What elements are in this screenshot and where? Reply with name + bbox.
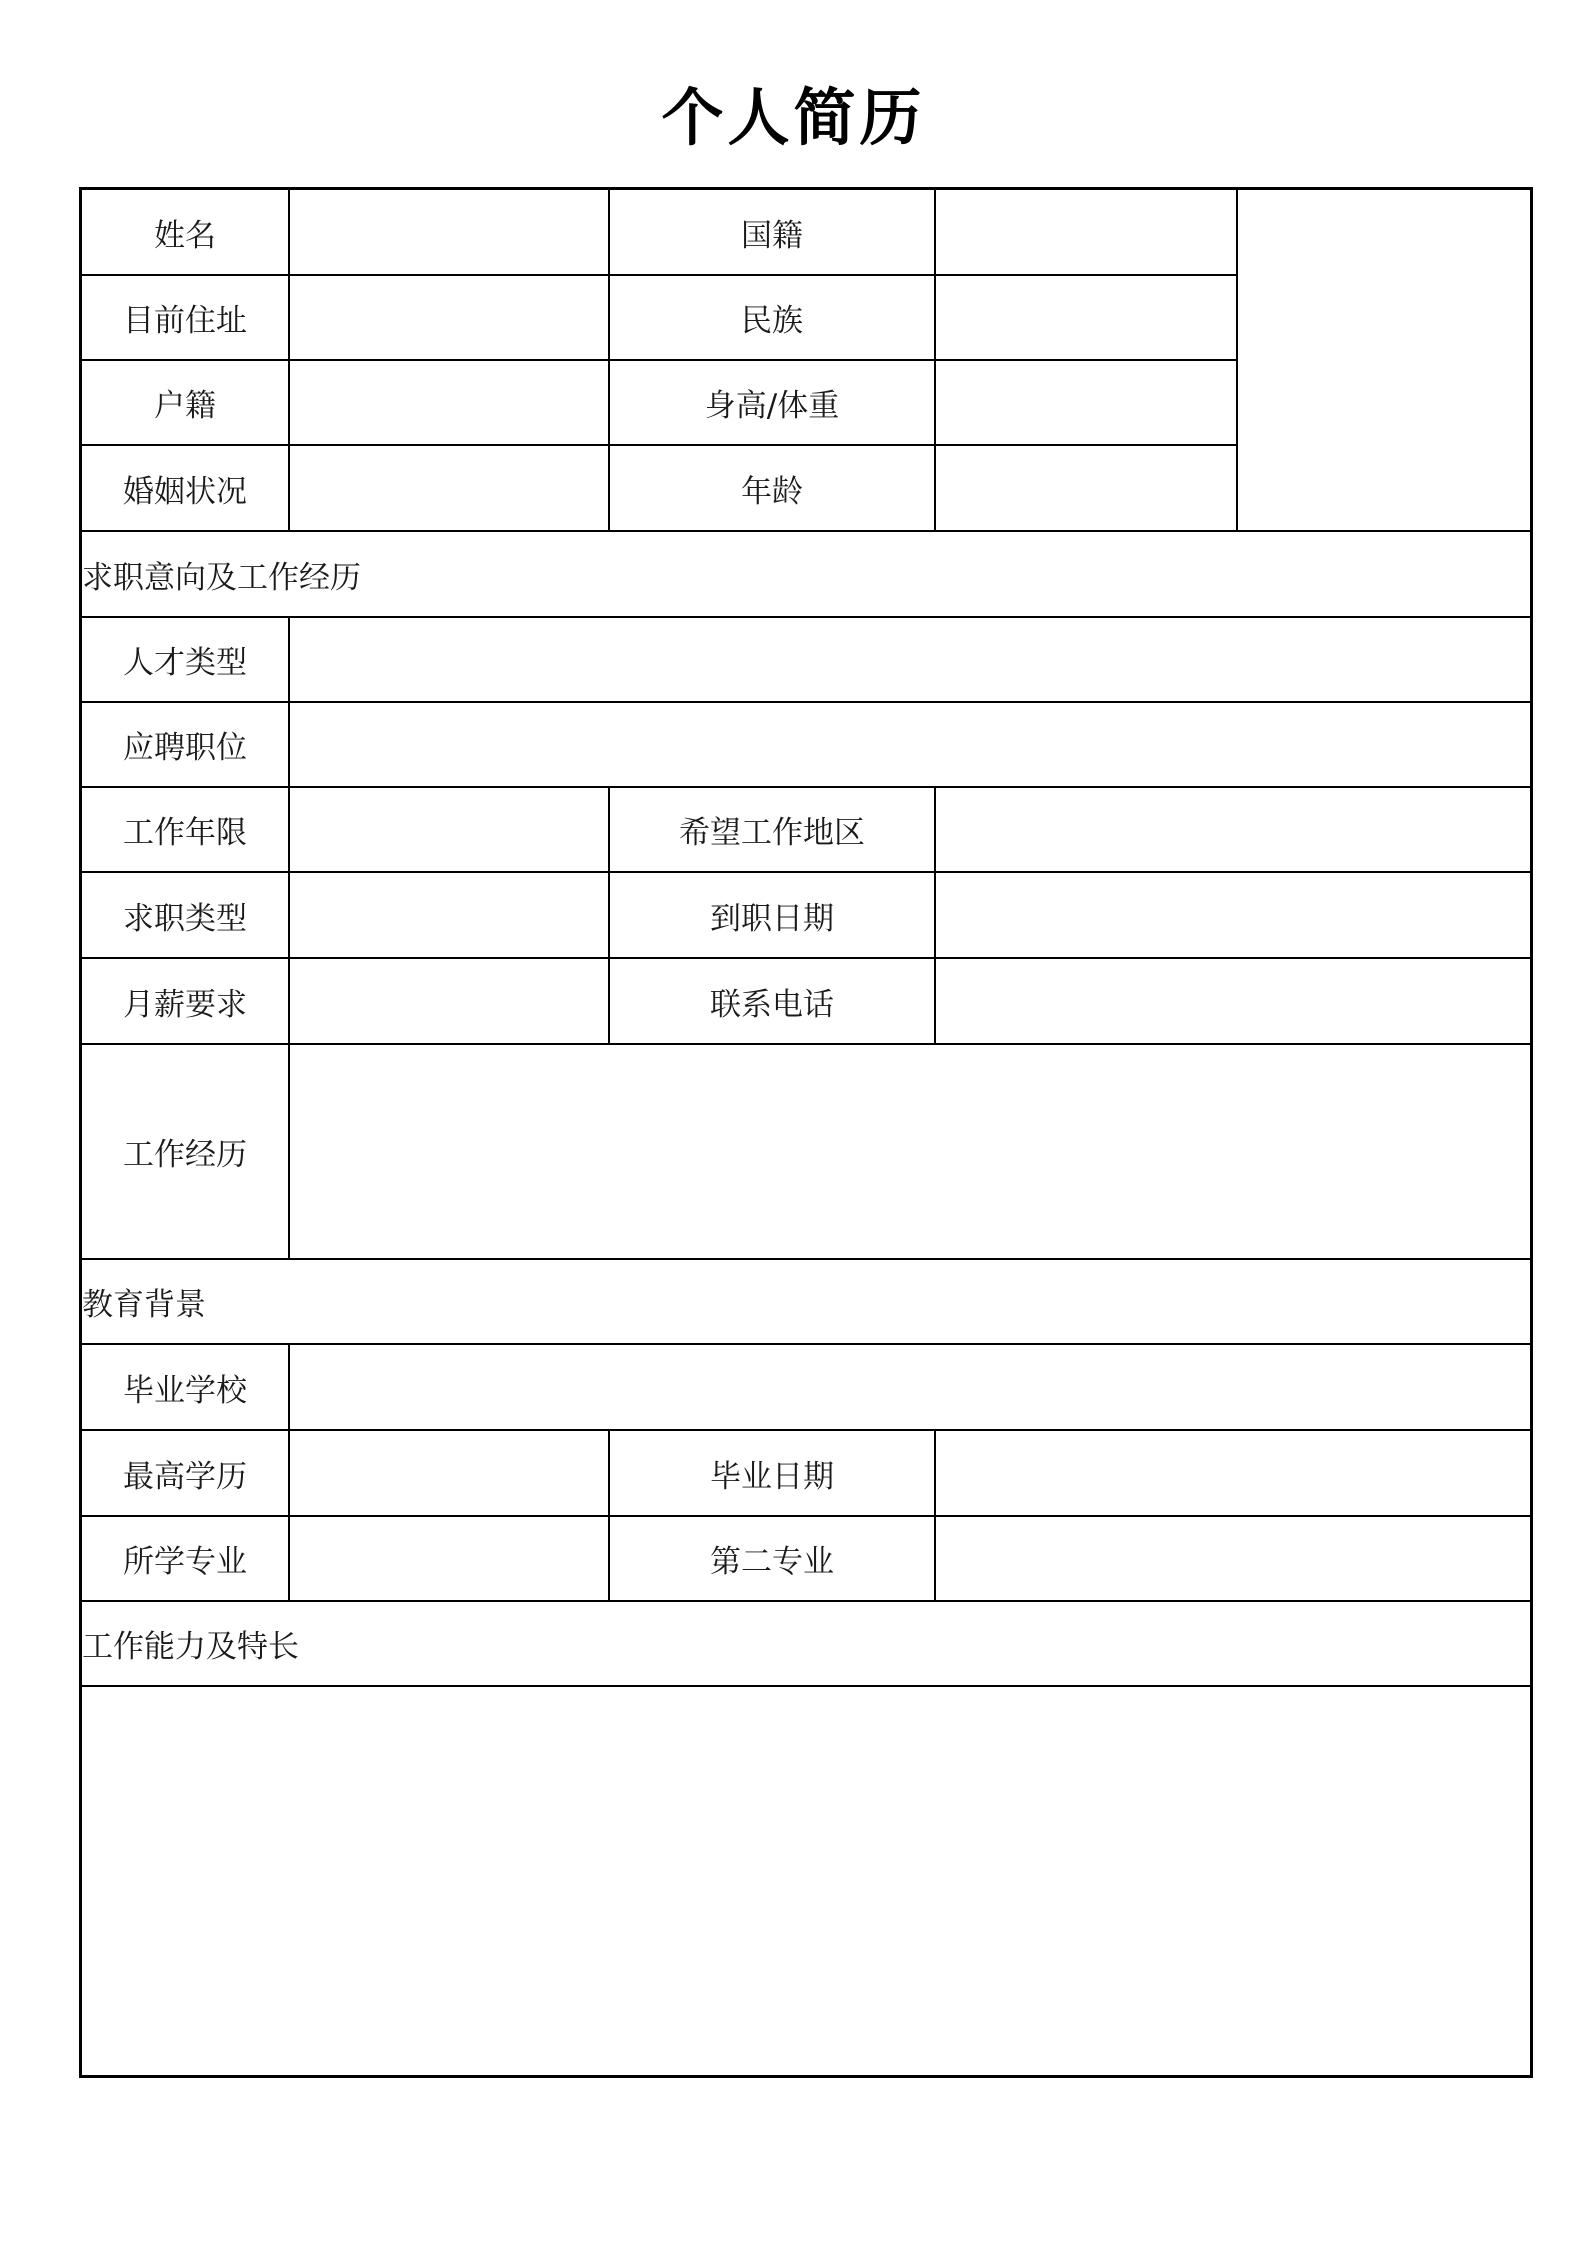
degree-field[interactable] <box>289 1430 609 1516</box>
table-row <box>82 1686 1530 2082</box>
school-field[interactable] <box>289 1344 1530 1430</box>
job-section-header: 求职意向及工作经历 <box>82 531 1530 617</box>
table-row <box>82 190 1530 275</box>
second-major-field[interactable] <box>935 1516 1530 1601</box>
table-row <box>82 702 1530 787</box>
ethnicity-label: 民族 <box>609 275 935 360</box>
address-label: 目前住址 <box>82 275 289 360</box>
second-major-label: 第二专业 <box>609 1516 935 1601</box>
job-type-field[interactable] <box>289 872 609 958</box>
table-row <box>82 1430 1530 1516</box>
phone-label: 联系电话 <box>609 958 935 1044</box>
table-row <box>82 531 1530 617</box>
graduation-date-field[interactable] <box>935 1430 1530 1516</box>
major-label: 所学专业 <box>82 1516 289 1601</box>
position-label: 应聘职位 <box>82 702 289 787</box>
school-label: 毕业学校 <box>82 1344 289 1430</box>
work-years-field[interactable] <box>289 787 609 872</box>
work-experience-field[interactable] <box>289 1044 1530 1259</box>
address-field[interactable] <box>289 275 609 360</box>
talent-type-field[interactable] <box>289 617 1530 702</box>
phone-field[interactable] <box>935 958 1530 1044</box>
nationality-field[interactable] <box>935 190 1237 275</box>
photo-area[interactable] <box>1237 190 1530 531</box>
page-title: 个人简历 <box>661 81 926 154</box>
table-row <box>82 1044 1530 1259</box>
degree-label: 最高学历 <box>82 1430 289 1516</box>
start-date-label: 到职日期 <box>609 872 935 958</box>
table-row <box>82 787 1530 872</box>
nationality-label: 国籍 <box>609 190 935 275</box>
resume-form <box>79 187 1533 2078</box>
table-row <box>82 872 1530 958</box>
salary-label: 月薪要求 <box>82 958 289 1044</box>
marital-status-field[interactable] <box>289 445 609 531</box>
education-section-header: 教育背景 <box>82 1259 1530 1344</box>
height-weight-field[interactable] <box>935 360 1237 445</box>
hukou-label: 户籍 <box>82 360 289 445</box>
resume-table <box>82 190 1530 2082</box>
table-row <box>82 1601 1530 1686</box>
work-region-label: 希望工作地区 <box>609 787 935 872</box>
name-label: 姓名 <box>82 190 289 275</box>
skills-field[interactable] <box>82 1686 1530 2082</box>
height-weight-label: 身高/体重 <box>609 360 935 445</box>
marital-status-label: 婚姻状况 <box>82 445 289 531</box>
graduation-date-label: 毕业日期 <box>609 1430 935 1516</box>
hukou-field[interactable] <box>289 360 609 445</box>
table-row <box>82 1259 1530 1344</box>
salary-field[interactable] <box>289 958 609 1044</box>
age-label: 年龄 <box>609 445 935 531</box>
start-date-field[interactable] <box>935 872 1530 958</box>
table-row <box>82 1344 1530 1430</box>
ethnicity-field[interactable] <box>935 275 1237 360</box>
age-field[interactable] <box>935 445 1237 531</box>
name-field[interactable] <box>289 190 609 275</box>
table-row <box>82 617 1530 702</box>
position-field[interactable] <box>289 702 1530 787</box>
work-years-label: 工作年限 <box>82 787 289 872</box>
work-region-field[interactable] <box>935 787 1530 872</box>
work-experience-label: 工作经历 <box>82 1044 289 1259</box>
job-type-label: 求职类型 <box>82 872 289 958</box>
major-field[interactable] <box>289 1516 609 1601</box>
table-row <box>82 1516 1530 1601</box>
table-row <box>82 958 1530 1044</box>
talent-type-label: 人才类型 <box>82 617 289 702</box>
skills-section-header: 工作能力及特长 <box>82 1601 1530 1686</box>
